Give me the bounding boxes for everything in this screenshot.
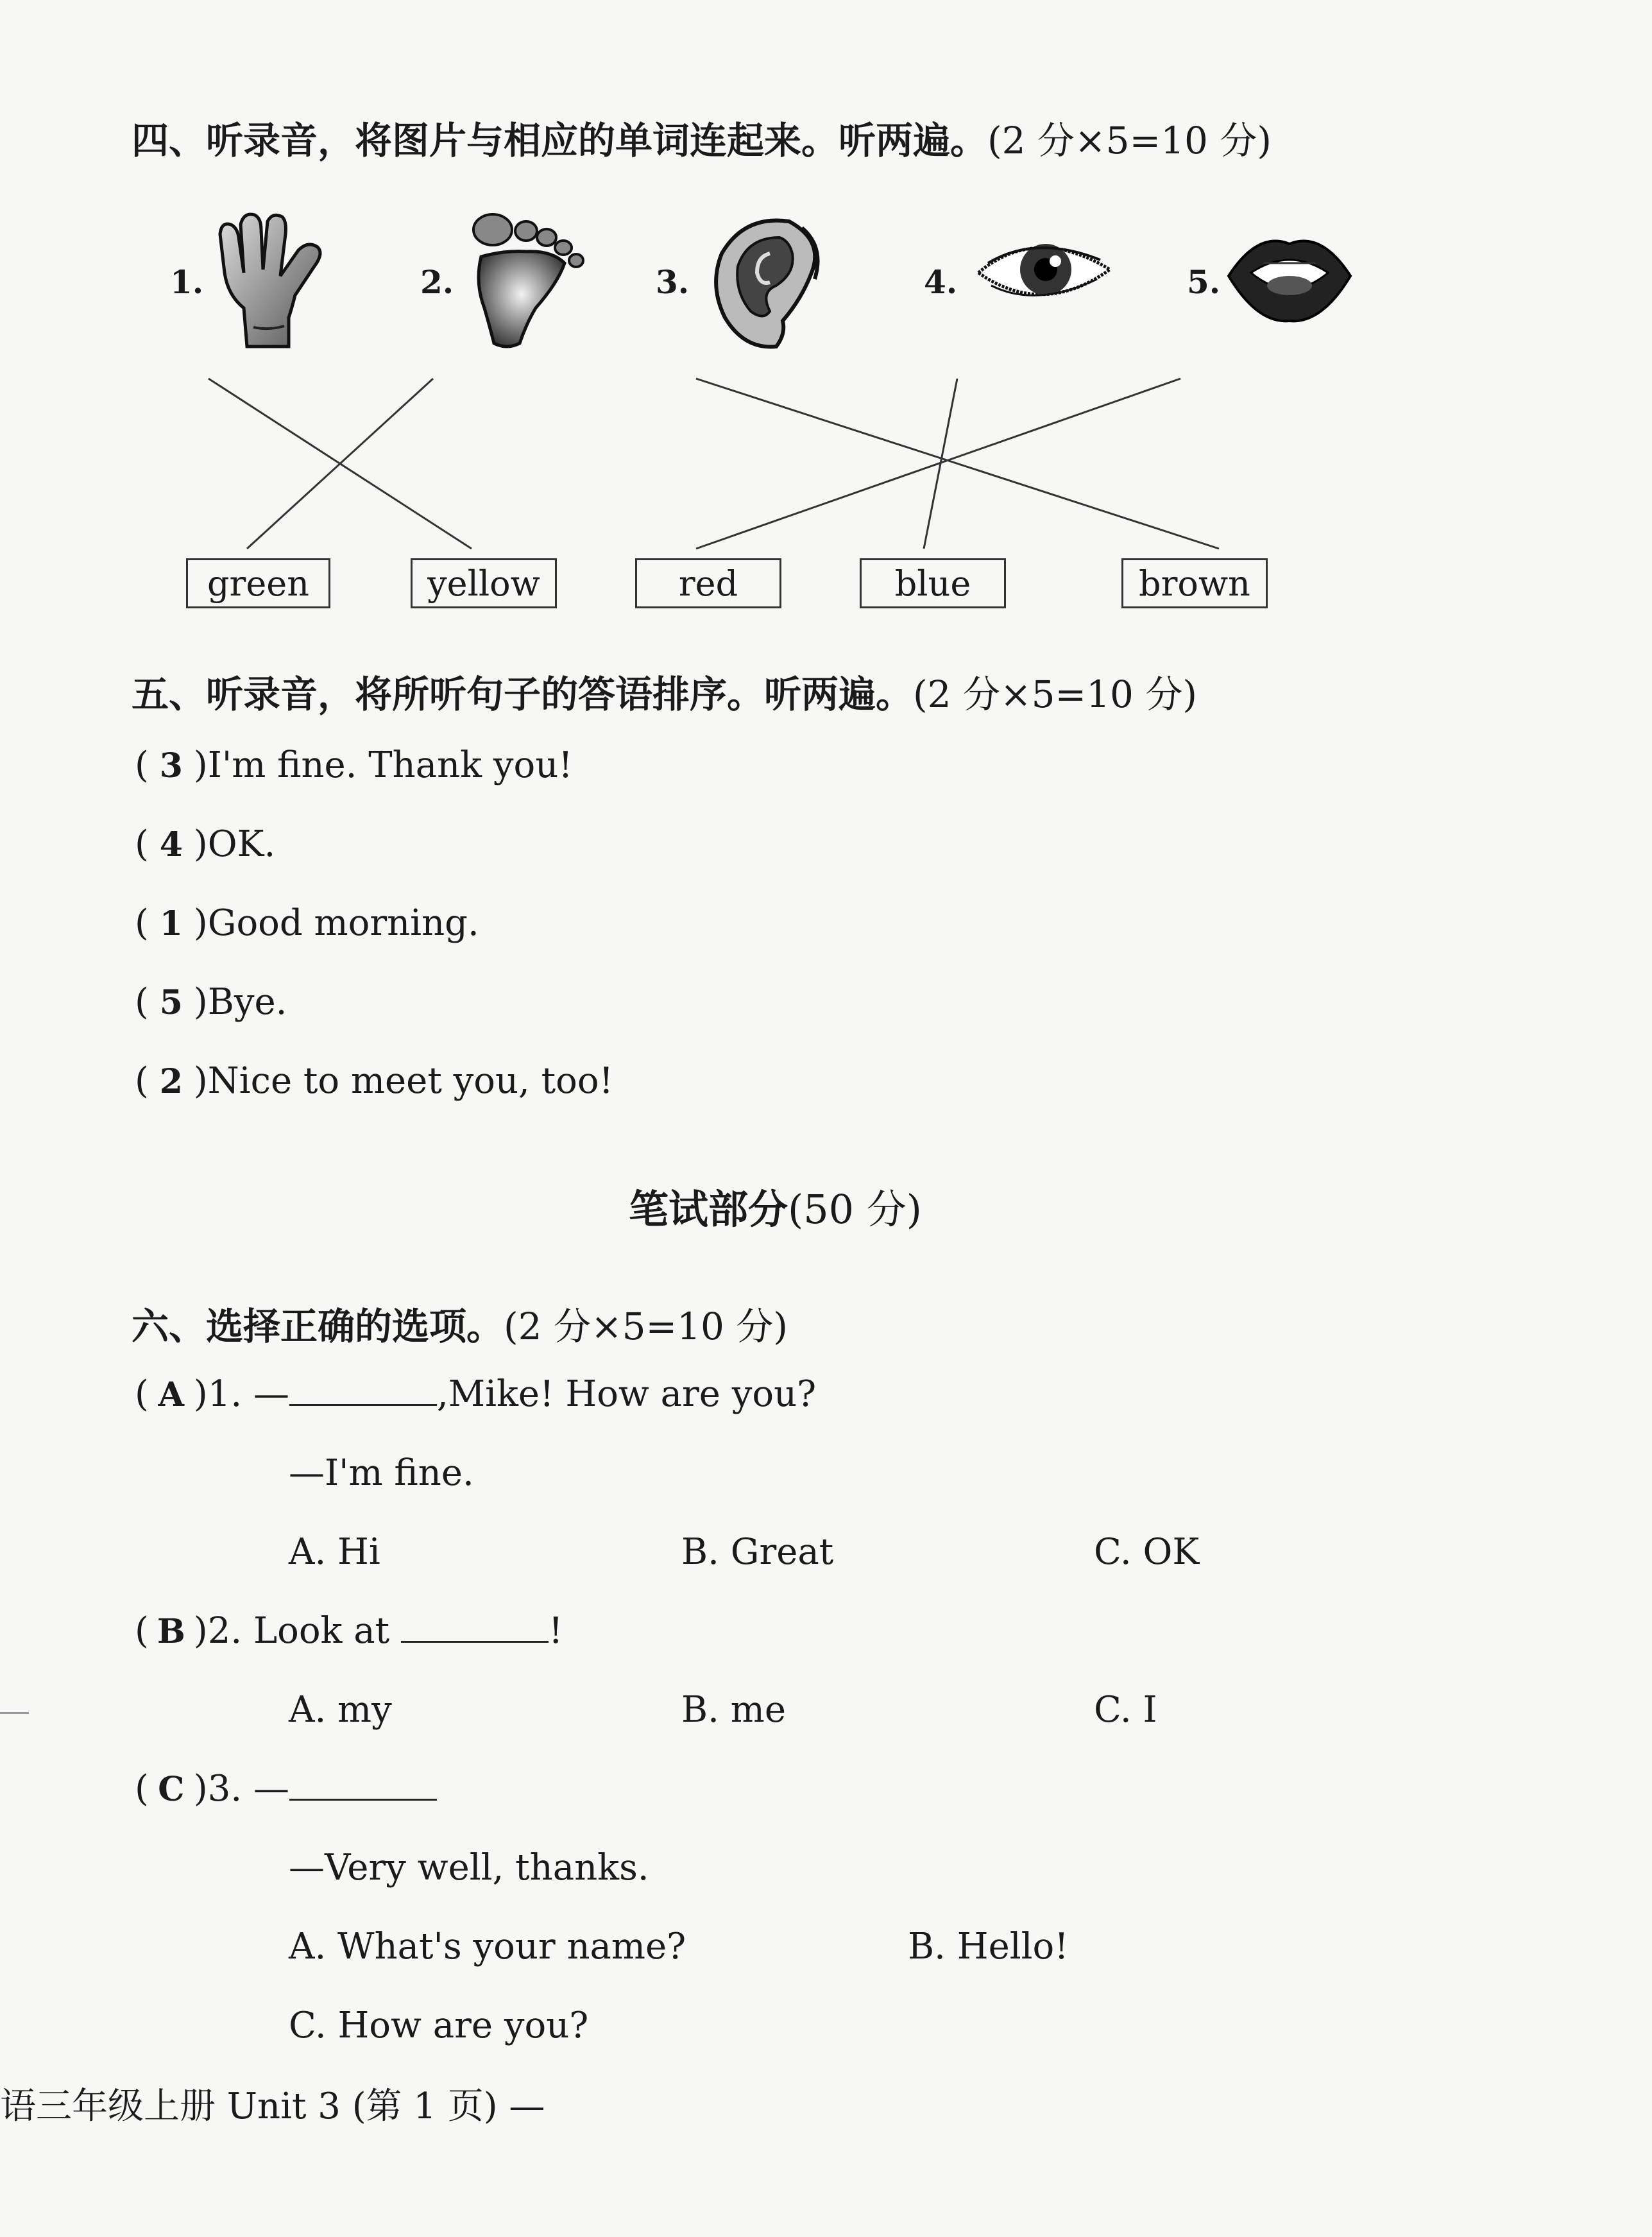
matching-lines	[0, 0, 1652, 578]
section-5-item-3: ( 1 )Good morning.	[135, 902, 479, 944]
written-part-heading	[629, 1178, 922, 1235]
question-2-option-c: C. I	[1094, 1689, 1157, 1731]
question-prefix: )2. Look at	[193, 1610, 390, 1652]
question-2-option-b: B. me	[681, 1689, 786, 1731]
match-line-5	[696, 379, 1180, 549]
question-1: ( A )1. — ,Mike! How are you?	[135, 1373, 817, 1415]
question-suffix: !	[549, 1610, 563, 1652]
answer-blank	[401, 1610, 549, 1643]
answer: 2	[159, 1062, 183, 1101]
section-4-title: 四、听录音，将图片与相应的单词连起来。听两遍。	[132, 119, 988, 162]
answer: B	[157, 1612, 185, 1651]
section-5-points: (2 分×5=10 分)	[913, 673, 1197, 716]
section-5-item-4: ( 5 )Bye.	[135, 981, 287, 1023]
answer: 3	[159, 746, 183, 785]
picture-5-number: 5.	[1187, 263, 1221, 301]
question-2-option-a: A. my	[289, 1689, 392, 1731]
section-5-item-5: ( 2 )Nice to meet you, too!	[135, 1060, 614, 1102]
section-5-item-1: ( 3 )I'm fine. Thank you!	[135, 744, 573, 786]
question-1-option-a: A. Hi	[289, 1531, 380, 1573]
question-1-option-b: B. Great	[681, 1531, 834, 1573]
sentence: )Good morning.	[193, 902, 479, 944]
section-6-points: (2 分×5=10 分)	[504, 1305, 788, 1348]
word-box-yellow: yellow	[411, 558, 557, 608]
answer: 5	[159, 983, 183, 1022]
sentence: )Nice to meet you, too!	[193, 1060, 614, 1102]
question-suffix: ,Mike! How are you?	[436, 1373, 817, 1415]
sentence: )Bye.	[193, 981, 287, 1023]
section-4-points: (2 分×5=10 分)	[987, 119, 1272, 162]
answer-blank	[289, 1373, 437, 1406]
section-5-item-2: ( 4 )OK.	[135, 823, 276, 865]
answer-blank	[289, 1768, 437, 1801]
match-line-3	[696, 379, 1219, 549]
sentence: )I'm fine. Thank you!	[193, 744, 573, 786]
written-part-title: 笔试部分	[629, 1186, 788, 1233]
answer: 1	[159, 904, 183, 943]
question-2: ( B )2. Look at !	[135, 1610, 563, 1652]
word-box-red: red	[635, 558, 781, 608]
question-1-reply: —I'm fine.	[289, 1452, 474, 1494]
question-3-option-c: C. How are you?	[289, 2005, 589, 2046]
answer: A	[158, 1375, 185, 1414]
sentence: )OK.	[193, 823, 276, 865]
question-3-option-b: B. Hello!	[908, 1926, 1069, 1967]
question-3-option-a: A. What's your name?	[289, 1926, 686, 1967]
edge-mark	[0, 1712, 29, 1714]
match-line-2	[247, 379, 433, 549]
picture-1-number: 1.	[170, 263, 204, 301]
section-6-heading	[132, 1296, 788, 1350]
question-1-option-c: C. OK	[1094, 1531, 1200, 1573]
answer: 4	[159, 825, 183, 864]
word-box-green: green	[186, 558, 330, 608]
section-6-title: 六、选择正确的选项。	[132, 1305, 504, 1348]
section-5-title: 五、听录音，将所听句子的答语排序。听两遍。	[132, 673, 914, 716]
question-prefix: )1. —	[193, 1373, 289, 1415]
picture-4-number: 4.	[924, 263, 958, 301]
picture-2-number: 2.	[420, 263, 454, 301]
question-prefix: )3. —	[193, 1768, 289, 1810]
section-5-heading	[132, 664, 1197, 718]
picture-3-number: 3.	[656, 263, 690, 301]
question-3-reply: —Very well, thanks.	[289, 1847, 649, 1889]
written-part-points: (50 分)	[788, 1186, 922, 1233]
answer: C	[158, 1770, 185, 1809]
page-footer: 语三年级上册 Unit 3 (第 1 页) —	[0, 2086, 545, 2127]
question-3: ( C )3. —	[135, 1768, 437, 1810]
word-box-blue: blue	[860, 558, 1006, 608]
word-box-brown: brown	[1121, 558, 1268, 608]
